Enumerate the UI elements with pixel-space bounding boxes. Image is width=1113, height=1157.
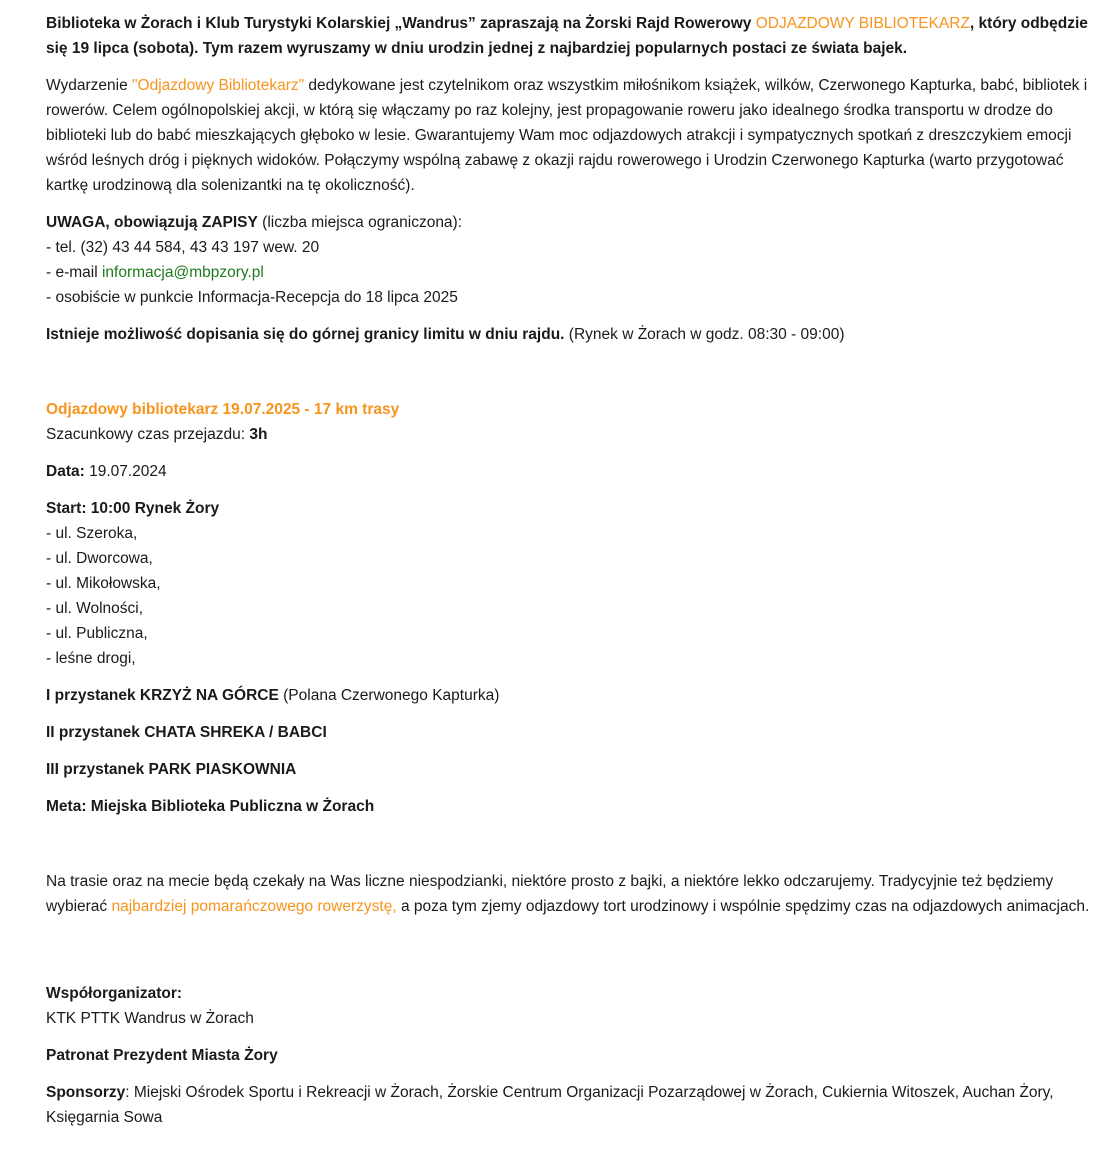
patronage-text: Patronat Prezydent Miasta Żory: [46, 1047, 278, 1064]
description-text-end: dedykowane jest czytelnikom oraz wszystkim miłośnikom książek, wilków, Czerwonego Kapturka, babć, bibliotek i rowerów. Celem ogólnopolskiej akcji, w którą się włączamy po raz kolejny, jest propagowanie roweru jako idealnego środka transportu w drodze do biblioteki lub do babć mieszkających głęboko w lesie. Gwarantujemy Wam moc odjazdowych atrakcji i sympatycznych spotkań z dreszczykiem emocji wśród leśnych dróg i pięknych widoków. Połączymy wspólną zabawę z okazji rajdu rowerowego i Urodzin Czerwonego Kapturka (warto przygotować kartkę urodzinową dla solenizantki na tę okoliczność).: [46, 77, 1088, 194]
date-line: [46, 459, 1108, 484]
start-point: Start: 10:00 Rynek Żory: [46, 500, 220, 517]
signup-email-prefix: - e-mail: [46, 264, 102, 281]
description-paragraph: [46, 73, 1108, 198]
signup-warning: UWAGA, obowiązują ZAPISY: [46, 214, 258, 231]
intro-bold-end: , który odbędzie się 19 lipca (sobota). Tym razem wyruszamy w dniu urodzin jednej z najbardziej popularnych postaci ze świata bajek.: [46, 15, 1088, 57]
route-heading-block: [46, 397, 1108, 447]
signup-inperson: - osobiście w punkcie Informacja-Recepcja do 18 lipca 2025: [46, 289, 458, 306]
route-heading: Odjazdowy bibliotekarz 19.07.2025 - 17 km trasy: [46, 401, 400, 418]
surprises-text-end: a poza tym zjemy odjazdowy tort urodzinowy i wspólnie spędzimy czas na odjazdowych animacjach.: [396, 898, 1090, 915]
event-name-highlight: ODJAZDOWY BIBLIOTEKARZ: [755, 15, 970, 32]
stop-3-name: III przystanek PARK PIASKOWNIA: [46, 761, 297, 778]
patronage: [46, 1043, 1108, 1068]
stop-1: [46, 683, 1108, 708]
late-signup-bold: Istnieje możliwość dopisania się do górnej granicy limitu w dniu rajdu.: [46, 326, 565, 343]
stop-2: [46, 720, 1108, 745]
co-organizer: [46, 981, 1108, 1031]
street-item: - ul. Wolności,: [46, 600, 144, 617]
co-organizer-label: Współorganizator:: [46, 985, 183, 1002]
route-list: [46, 496, 1108, 671]
intro-bold-start: Biblioteka w Żorach i Klub Turystyki Kolarskiej „Wandrus” zapraszają na Żorski Rajd Rowerowy: [46, 15, 756, 32]
stop-1-name: I przystanek KRZYŻ NA GÓRCE: [46, 687, 279, 704]
surprises-text-start: Na trasie oraz na mecie będą czekały na Was liczne niespodzianki, niektóre prosto z bajki, a niektóre lekko odczarujemy. Tradycyjnie też będziemy wybierać: [46, 873, 1054, 915]
stop-2-name: II przystanek CHATA SHREKA / BABCI: [46, 724, 327, 741]
date-value: 19.07.2024: [84, 463, 167, 480]
stop-3: [46, 757, 1108, 782]
street-item: - ul. Mikołowska,: [46, 575, 161, 592]
description-text-start: Wydarzenie: [46, 77, 133, 94]
co-organizer-value: KTK PTTK Wandrus w Żorach: [46, 1010, 254, 1027]
stop-1-detail: (Polana Czerwonego Kapturka): [278, 687, 500, 704]
signup-warning-rest: (liczba miejsca ograniczona):: [257, 214, 463, 231]
street-item: - leśne drogi,: [46, 650, 136, 667]
late-signup-note: [46, 322, 1108, 347]
sponsors: [46, 1080, 1108, 1130]
sponsors-value: : Miejski Ośrodek Sportu i Rekreacji w Żorach, Żorskie Centrum Organizacji Pozarządowej w Żorach, Cukiernia Witoszek, Auchan Żory, Księgarnia Sowa: [46, 1084, 1054, 1126]
finish-name: Meta: Miejska Biblioteka Publiczna w Żorach: [46, 798, 375, 815]
date-label: Data:: [46, 463, 85, 480]
signup-phone: - tel. (32) 43 44 584, 43 43 197 wew. 20: [46, 239, 320, 256]
sponsors-label: Sponsorzy: [46, 1084, 126, 1101]
street-item: - ul. Szeroka,: [46, 525, 138, 542]
event-name-quote: "Odjazdowy Bibliotekarz": [132, 77, 305, 94]
article-body: [46, 11, 1108, 1142]
street-item: - ul. Publiczna,: [46, 625, 148, 642]
ride-time-label: Szacunkowy czas przejazdu:: [46, 426, 250, 443]
email-link[interactable]: informacja@mbpzory.pl: [101, 264, 264, 281]
ride-time-value: 3h: [249, 426, 268, 443]
late-signup-rest: (Rynek w Żorach w godz. 08:30 - 09:00): [564, 326, 845, 343]
finish-line: [46, 794, 1108, 819]
intro-paragraph: [46, 11, 1108, 61]
signup-section: [46, 210, 1108, 310]
surprises-paragraph: [46, 869, 1108, 919]
orange-cyclist-highlight: najbardziej pomarańczowego rowerzystę,: [111, 898, 397, 915]
street-item: - ul. Dworcowa,: [46, 550, 153, 567]
